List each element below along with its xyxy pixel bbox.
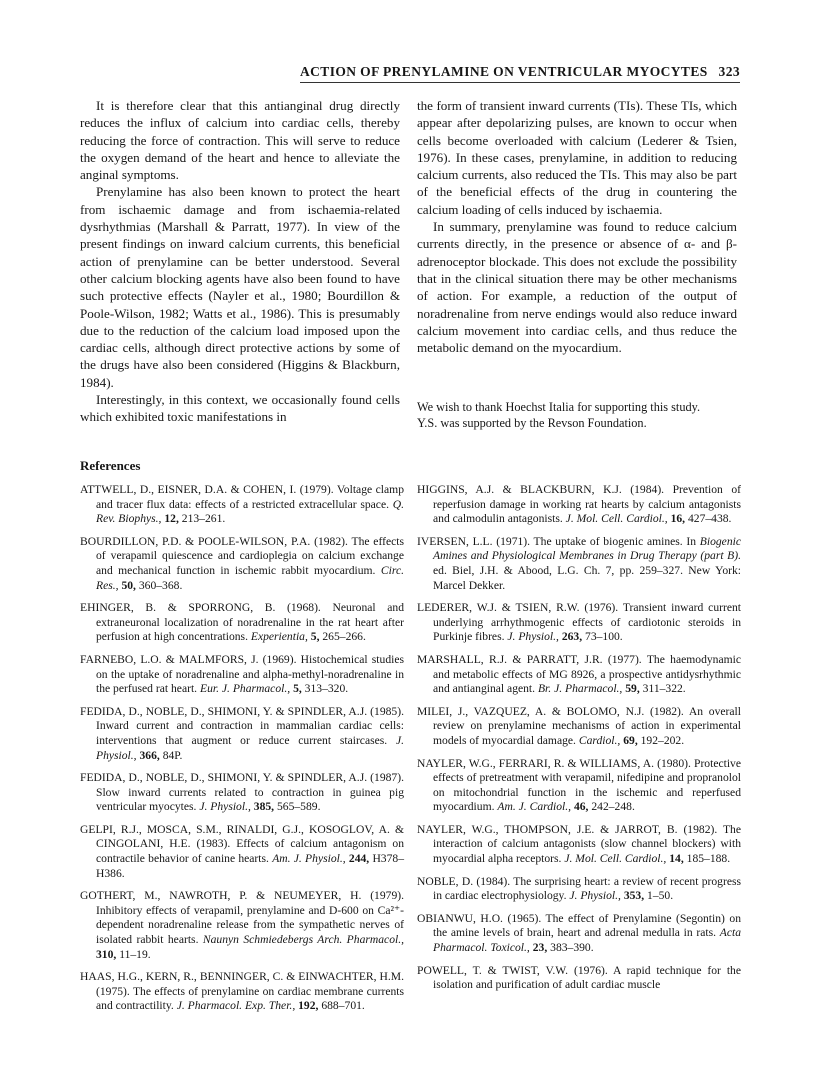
reference-entry: BOURDILLON, P.D. & POOLE-WILSON, P.A. (1982). The effects of verapamil quiescence and cardioplegia on calcium exchange and mechanical function in ischemic rabbit myocardium. Circ. Res., 50, 360–368. <box>80 534 404 592</box>
reference-entry: NAYLER, W.G., THOMPSON, J.E. & JARROT, B. (1982). The interaction of calcium antagonists (slow channel blockers) with myocardial alpha receptors. J. Mol. Cell. Cardiol., 14, 185–188. <box>417 822 741 866</box>
references-heading: References <box>80 458 141 473</box>
reference-entry: POWELL, T. & TWIST, V.W. (1976). A rapid technique for the isolation and purification of adult cardiac muscle <box>417 963 741 992</box>
reference-entry: OBIANWU, H.O. (1965). The effect of Prenylamine (Segontin) on the amine levels of brain, heart and adrenal medulla in rats. Acta Pharmacol. Toxicol., 23, 383–390. <box>417 911 742 955</box>
reference-entry: GOTHERT, M., NAWROTH, P. & NEUMEYER, H. (1979). Inhibitory effects of verapamil, prenylamine and D-600 on Ca²⁺-dependent noradrenaline release from the sympathetic nerves of isolated rabbit hearts. Naunyn Schmiedebergs Arch. Pharmacol., 310, 11–19. <box>80 889 405 961</box>
acknowledgement-line: We wish to thank Hoechst Italia for supporting this study. <box>417 400 701 414</box>
reference-entry: NAYLER, W.G., FERRARI, R. & WILLIAMS, A. (1980). Protective effects of pretreatment with verapamil, nifedipine and propranolol on mitochondrial function in the ischemic and reperfused myocardium. Am. J. Cardiol., 46, 242–248. <box>417 756 741 814</box>
body-paragraph: It is therefore clear that this antianginal drug directly reduces the influx of calcium into cardiac cells, thereby reducing the force of contraction. This will serve to reduce the oxygen demand of the heart and hence to alleviate the anginal symptoms. <box>80 98 400 183</box>
reference-entry: LEDERER, W.J. & TSIEN, R.W. (1976). Transient inward current underlying arrhythmogenic effects of cardiotonic steroids in Purkinje fibres. J. Physiol., 263, 73–100. <box>417 601 741 644</box>
reference-entry: FEDIDA, D., NOBLE, D., SHIMONI, Y. & SPINDLER, A.J. (1987). Slow inward currents related to contraction in guinea pig ventricular myocytes. J. Physiol., 385, 565–589. <box>80 771 404 814</box>
body-paragraph: the form of transient inward currents (TIs). These TIs, which appear after depolarizing pulses, are known to occur when cells become overloaded with calcium (Lederer & Tsien, 1976). In these cases, prenylamine, in addition to reducing calcium currents, also reduced the TIs. This may also be part of the beneficial effects of the drug in countering the calcium loading of cells induced by ischaemia. <box>417 98 737 217</box>
header-rule <box>300 82 740 83</box>
acknowledgement <box>417 399 739 431</box>
body-paragraph: Prenylamine has also been known to protect the heart from ischaemic damage and from ischaemia-related dysrhythmias (Marshall & Parratt, 1977). In view of the present findings on inward calcium currents, this beneficial action of prenylamine can be better understood. Several other calcium blocking agents have also been found to have such protective effects (Nayler et al., 1980; Bourdillon & Poole-Wilson, 1982; Watts et al., 1986). This is presumably due to the reduction of the calcium load imposed upon the cardiac cells, although direct protective actions by some of the drugs have also been considered (Higgins & Blackburn, 1984). <box>80 184 400 390</box>
reference-entry: ATTWELL, D., EISNER, D.A. & COHEN, I. (1979). Voltage clamp and tracer flux data: effects of a restricted extracellular space. Q. Rev. Biophys., 12, 213–261. <box>80 483 404 526</box>
reference-entry: MARSHALL, R.J. & PARRATT, J.R. (1977). The haemodynamic and metabolic effects of MG 8926, a prospective antidysrhythmic and antianginal agent. Br. J. Pharmacol., 59, 311–322. <box>417 652 741 696</box>
references-column-left <box>80 483 404 1022</box>
body-column-left <box>80 97 400 426</box>
references-column-right <box>417 483 741 1001</box>
body-column-right <box>417 97 737 356</box>
running-title: ACTION OF PRENYLAMINE ON VENTRICULAR MYOCYTES <box>300 64 708 79</box>
reference-entry: MILEI, J., VAZQUEZ, A. & BOLOMO, N.J. (1982). An overall review on prenylamine mechanisms of action in experimental models of myocardial damage. Cardiol., 69, 192–202. <box>417 704 741 747</box>
body-paragraph: Interestingly, in this context, we occasionally found cells which exhibited toxic manifestations in <box>80 392 400 425</box>
reference-entry: EHINGER, B. & SPORRONG, B. (1968). Neuronal and extraneuronal localization of noradrenaline in the rat heart after perfusion at high concentrations. Experientia, 5, 265–266. <box>80 601 404 644</box>
page-number: 323 <box>718 64 740 79</box>
reference-entry: FARNEBO, L.O. & MALMFORS, J. (1969). Histochemical studies on the uptake of noradrenaline and alpha-methyl-noradrenaline in the perfused rat heart. Eur. J. Pharmacol., 5, 313–320. <box>80 652 404 696</box>
acknowledgement-line: Y.S. was supported by the Revson Foundation. <box>417 416 647 430</box>
body-paragraph: In summary, prenylamine was found to reduce calcium currents directly, in the presence or absence of α- and β-adrenoceptor blockade. This does not exclude the possibility that in the clinical situation there may be other mechanisms of action. For example, a reduction of the output of noradrenaline from nerve endings would also reduce inward calcium movement into cardiac cells, and thus reduce the metabolic demand on the myocardium. <box>417 219 737 356</box>
reference-entry: NOBLE, D. (1984). The surprising heart: a review of recent progress in cardiac electrophysiology. J. Physiol., 353, 1–50. <box>417 874 741 903</box>
reference-entry: IVERSEN, L.L. (1971). The uptake of biogenic amines. In Biogenic Amines and Physiological Membranes in Drug Therapy (part B). ed. Biel, J.H. & Abood, L.G. Ch. 7, pp. 259–327. New York: Marcel Dekker. <box>417 534 741 592</box>
running-head <box>300 64 740 80</box>
reference-entry: HIGGINS, A.J. & BLACKBURN, K.J. (1984). Prevention of reperfusion damage in working rat hearts by calcium antagonists and calmodulin antagonists. J. Mol. Cell. Cardiol., 16, 427–438. <box>417 483 741 526</box>
reference-entry: HAAS, H.G., KERN, R., BENNINGER, C. & EINWACHTER, H.M. (1975). The effects of prenylamine on cardiac membrane currents and contractility. J. Pharmacol. Exp. Ther., 192, 688–701. <box>80 970 404 1013</box>
reference-entry: FEDIDA, D., NOBLE, D., SHIMONI, Y. & SPINDLER, A.J. (1985). Inward current and contraction in mammalian cardiac cells: interventions that augment or reduce current staircases. J. Physiol., 366, 84P. <box>80 704 404 762</box>
reference-entry: GELPI, R.J., MOSCA, S.M., RINALDI, G.J., KOSOGLOV, A. & CINGOLANI, H.E. (1983). Effects of calcium antagonism on contractile behavior of canine hearts. Am. J. Physiol., 244, H378–H386. <box>80 822 404 880</box>
